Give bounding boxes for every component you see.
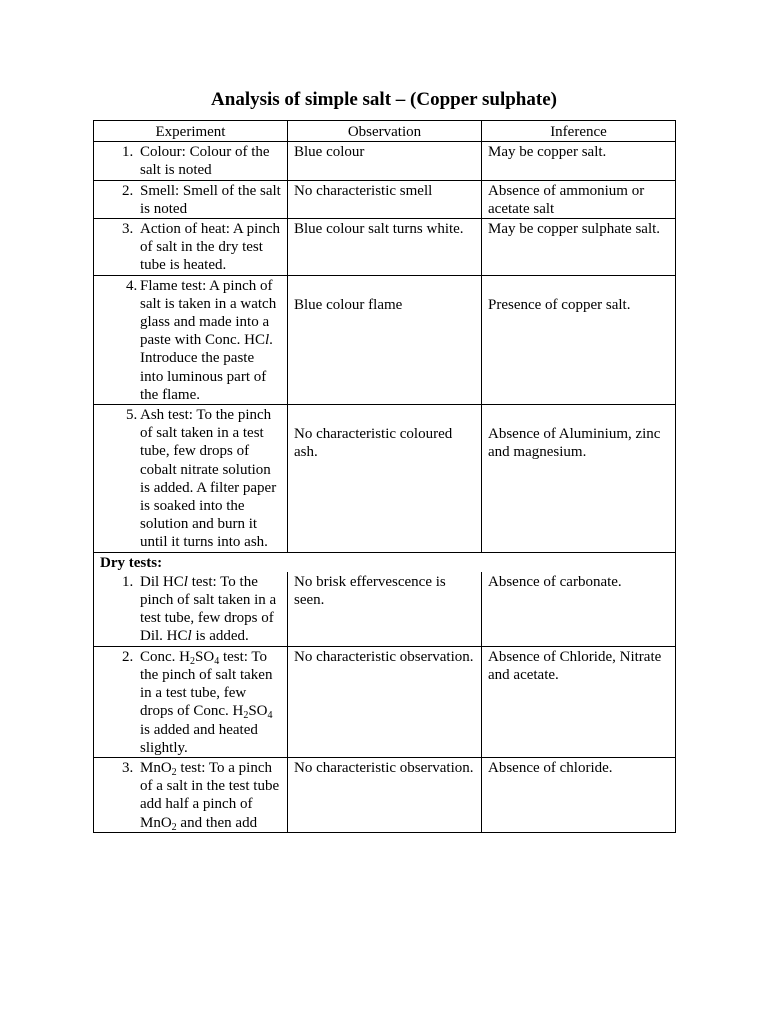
row-number: 4. <box>126 277 138 294</box>
salt-analysis-table <box>93 120 676 833</box>
experiment-cell <box>94 180 288 218</box>
table-row <box>94 757 676 832</box>
experiment-text: SO <box>195 648 215 665</box>
experiment-text: Ash test: To the pinch of salt taken in a test tube, few drops of cobalt nitrate solution is added. A filter paper is soaked into the solution and burn it until it turns into ash. <box>140 407 277 551</box>
inference-cell: Absence of Aluminium, zinc and magnesium. <box>482 405 676 553</box>
inference-cell: Absence of Chloride, Nitrate and acetate. <box>482 646 676 757</box>
experiment-text: SO <box>248 703 268 720</box>
row-number: 1. <box>122 573 134 590</box>
table-header-row <box>94 121 676 142</box>
inference-cell: Presence of copper salt. <box>482 275 676 404</box>
table-row <box>94 646 676 757</box>
row-number: 2. <box>122 648 134 665</box>
inference-cell: Absence of carbonate. <box>482 572 676 646</box>
observation-cell: No characteristic smell <box>288 180 482 218</box>
observation-cell: No brisk effervescence is seen. <box>288 572 482 646</box>
experiment-text-italic: l <box>265 332 270 349</box>
experiment-text: Action of heat: A pinch of salt in the dry test tube is heated. <box>140 221 280 274</box>
subscript: 2 <box>171 766 177 778</box>
observation-cell: Blue colour <box>288 142 482 180</box>
observation-cell: No characteristic observation. <box>288 646 482 757</box>
experiment-cell <box>94 219 288 276</box>
experiment-cell <box>94 275 288 404</box>
table-row <box>94 275 676 404</box>
experiment-cell <box>94 405 288 553</box>
subscript: 4 <box>214 655 220 667</box>
inference-cell: Absence of ammonium or acetate salt <box>482 180 676 218</box>
observation-cell: Blue colour flame <box>288 275 482 404</box>
experiment-cell <box>94 646 288 757</box>
experiment-text: . Introduce the paste into luminous part of the flame. <box>140 332 273 403</box>
observation-cell: Blue colour salt turns white. <box>288 219 482 276</box>
experiment-text: Dil HC <box>140 573 184 590</box>
inference-cell: May be copper salt. <box>482 142 676 180</box>
experiment-cell <box>94 757 288 832</box>
experiment-text: test: To a pinch of a salt in the test tube add half a pinch of MnO <box>140 759 280 831</box>
header-experiment: Experiment <box>94 121 288 142</box>
experiment-text: and then add <box>176 814 258 831</box>
table-row <box>94 572 676 646</box>
experiment-text: test: To the pinch of salt taken in a test tube, few drops of Dil. HC <box>140 573 277 645</box>
section-heading: Dry tests: <box>100 554 163 571</box>
section-heading-cell <box>94 552 676 572</box>
experiment-text-italic: l <box>187 628 192 645</box>
experiment-text: is added and heated slightly. <box>140 721 258 756</box>
inference-cell: Absence of chloride. <box>482 757 676 832</box>
table-row <box>94 405 676 553</box>
row-number: 5. <box>126 407 138 424</box>
row-number: 1. <box>122 144 134 161</box>
experiment-text: Flame test: A pinch of salt is taken in a watch glass and made into a paste with Conc. HC <box>140 277 277 349</box>
observation-cell: No characteristic observation. <box>288 757 482 832</box>
header-observation: Observation <box>288 121 482 142</box>
table-row <box>94 142 676 180</box>
dry-tests-section <box>94 552 676 572</box>
subscript: 2 <box>190 655 195 667</box>
experiment-text: Smell: Smell of the salt is noted <box>140 182 281 217</box>
observation-cell: No characteristic coloured ash. <box>288 405 482 553</box>
experiment-text: MnO <box>140 759 172 776</box>
experiment-text-italic: l <box>183 573 188 590</box>
row-number: 3. <box>122 759 134 776</box>
experiment-text: is added. <box>191 628 249 645</box>
table-row <box>94 180 676 218</box>
experiment-cell <box>94 572 288 646</box>
inference-cell: May be copper sulphate salt. <box>482 219 676 276</box>
header-inference: Inference <box>482 121 676 142</box>
row-number: 3. <box>122 221 134 238</box>
experiment-cell <box>94 142 288 180</box>
experiment-text: test: To the pinch of salt taken in a test tube, few drops of Conc. H <box>140 648 273 720</box>
experiment-text: Colour: Colour of the salt is noted <box>140 144 270 179</box>
subscript: 2 <box>171 821 177 833</box>
subscript: 2 <box>243 710 249 722</box>
table-row <box>94 219 676 276</box>
page-title: Analysis of simple salt – (Copper sulphate) <box>211 89 557 110</box>
experiment-text: Conc. H <box>140 648 190 665</box>
row-number: 2. <box>122 182 134 199</box>
subscript: 4 <box>267 710 273 722</box>
